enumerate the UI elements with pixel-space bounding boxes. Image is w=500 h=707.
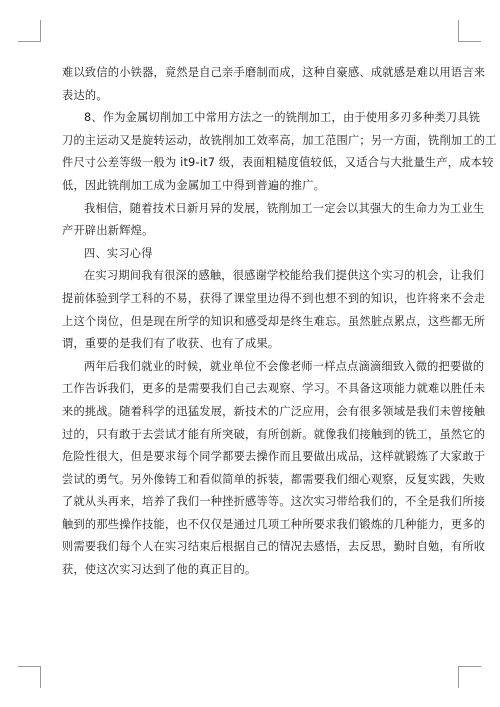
text-line: 在实习期间我有很深的感触，很感谢学校能给我们提供这个实习的机会，让我们	[84, 269, 485, 283]
section-heading	[62, 243, 450, 266]
text-line: 产开辟出新辉煌。	[62, 224, 154, 238]
crop-mark-top-left-vertical	[40, 20, 41, 42]
text-line: 难以致信的小铁器，竟然是自己亲手磨制而成，这种自豪感、成就感是难以用语言来	[62, 66, 486, 79]
text-line: 两年后我们就业的时候，就业单位不会像老师一样点点滴滴细致入微的把要做的	[84, 359, 485, 373]
crop-mark-top-right-horizontal	[459, 41, 481, 42]
crop-mark-bottom-right-vertical	[458, 666, 459, 688]
paragraph-2	[62, 107, 497, 197]
text-line: 提前体验到学工科的不易，获得了课堂里边得不到也想不到的知识，也许将来不会走	[62, 291, 486, 305]
text-line: 上这个岗位，但是现在所学的知识和感受却是终生难忘。虽然脏点累点，这些都无所	[62, 314, 486, 328]
text-line: 低，因此铣削加工成为金属加工中得到普遍的推广。	[62, 178, 326, 192]
document-body	[62, 62, 497, 582]
text-line: 工作告诉我们，更多的是需要我们自己去观察、学习。不具备这项能力就难以胜任未	[62, 382, 486, 396]
text-line: 了就从头再来，培养了我们一种挫折感等等。这次实习带给我们的，不全是我们所接	[62, 495, 486, 509]
text-line: 过的，只有敢于去尝试才能有所突破，有所创新。就像我们接触到的铣工，虽然它的	[62, 427, 486, 441]
text-line: 来的挑战。随着科学的迅猛发展，新技术的广泛应用，会有很多领域是我们未曾接触	[62, 404, 486, 418]
paragraph-4	[62, 265, 486, 355]
crop-mark-bottom-left-horizontal	[18, 666, 40, 667]
crop-mark-top-left-horizontal	[18, 41, 40, 42]
paragraph-5	[62, 356, 486, 582]
paragraph-3	[62, 198, 485, 243]
crop-mark-bottom-left-vertical	[40, 666, 41, 688]
text-line: 谓，重要的是我们有了收获、也有了成果。	[62, 337, 280, 351]
text-line: 表达的。	[62, 88, 108, 102]
text-line: 刀的主运动又是旋转运动，故铣削加工效率高，加工范围广；另一方面，铣削加工的工	[62, 133, 497, 147]
text-line: 则需要我们每个人在实习结束后根据自己的情况去感悟，去反思，勤时自勉，有所收	[62, 540, 486, 554]
text-line: 我相信，随着技术日新月异的发展，铣削加工一定会以其强大的生命力为工业生	[84, 201, 485, 215]
text-line: 件尺寸公差等级一般为 it9-it7 级，表面粗糙度值较低，又适合与大批量生产，成本较	[62, 156, 494, 170]
text-line: 触到的那些操作技能，也不仅仅是通过几项工种所要求我们锻炼的几种能力，更多的	[62, 517, 486, 531]
text-line: 8、作为金属切削加工中常用方法之一的铣削加工，由于使用多刃多种类刀具铣	[84, 111, 481, 125]
section-heading-text: 四、实习心得	[84, 246, 153, 260]
paragraph-1	[62, 62, 486, 107]
text-line: 获，使这次实习达到了他的真正目的。	[62, 563, 257, 577]
crop-mark-bottom-right-horizontal	[459, 666, 481, 667]
text-line: 危险性很大，但是要求每个同学都要去操作而且要做出成品，这样就锻炼了大家敢于	[62, 450, 486, 464]
crop-mark-top-right-vertical	[458, 20, 459, 42]
text-line: 尝试的勇气。另外像铸工和看似简单的拆装，都需要我们细心观察，反复实践，失败	[62, 472, 486, 486]
